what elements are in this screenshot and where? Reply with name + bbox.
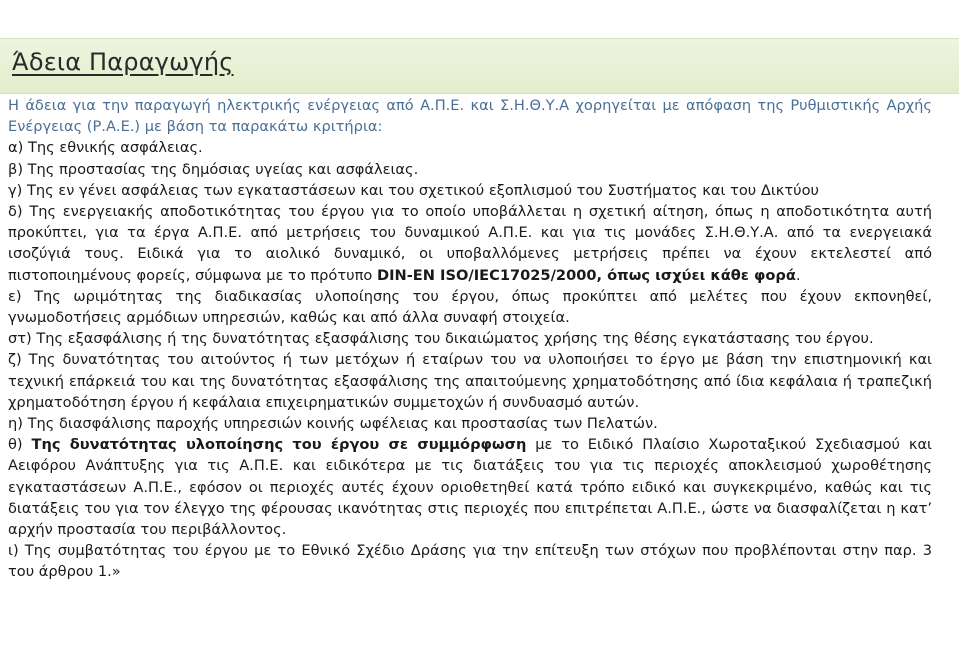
criterion-c: γ) Της εν γένει ασφάλειας των εγκαταστάσεων και του σχετικού εξοπλισμού του Συστήματος και του Δικτύου: [8, 181, 819, 199]
page-title-text: Άδεια Παραγωγής: [12, 48, 234, 76]
intro-paragraph: Η άδεια για την παραγωγή ηλεκτρικής ενέργειας από Α.Π.Ε. και Σ.Η.Θ.Υ.Α χορηγείται με απόφαση της Ρυθμιστικής Αρχής Ενέργειας (Ρ.Α.Ε.) με βάση τα παρακάτω κριτήρια:: [8, 97, 932, 136]
criterion-th-bold: Της δυνατότητας υλοποίησης του έργου σε συμμόρφωση: [31, 436, 527, 454]
criterion-d-standard: DIN-EN ISO/IEC17025/2000, όπως ισχύει κάθε φορά: [376, 266, 796, 284]
criterion-e: ε) Της ωριμότητας της διαδικασίας υλοποίησης του έργου, όπως προκύπτει από μελέτες που έχουν εκπονηθεί, γνωμοδοτήσεις αρμόδιων υπηρεσιών, καθώς και από άλλα συναφή στοιχεία.: [8, 287, 932, 327]
criterion-d-text: δ) Της ενεργειακής αποδοτικότητας του έργου για το οποίο υποβάλλεται η σχετική αίτηση, όπως η αποδοτικότητα αυτή προκύπτει, για τα έργα Α.Π.Ε. από μετρήσεις του δυναμικού Α.Π.Ε. και για τις μονάδες Σ.Η.Θ.Υ.Α. από τα ενεργειακά ισοζύγιά τους. Ειδικά για το αιολικό δυναμικό, οι υποβαλλόμενες μετρήσεις πρέπει να έχουν εκτελεστεί από πιστοποιημένους φορείς, σύμφωνα με το πρότυπο: [8, 203, 932, 284]
criterion-th-text: με το Ειδικό Πλαίσιο Χωροταξικού Σχεδιασμού και Αειφόρου Ανάπτυξης για τις Α.Π.Ε. και ειδικότερα με τις διατάξεις του για τις περιοχές αποκλεισμού χωροθέτησης εγκαταστάσεων Α.Π.Ε., εφόσον οι περιοχές αυτές έχουν οριοθετηθεί κατά τρόπο ειδικό και συγκεκριμένο, καθώς και τις διατάξεις του για τον έλεγχο της φέρουσας ικανότητας στις περιοχές που επιτρέπεται Α.Π.Ε., ώστε να διασφαλίζεται η κατ’ αρχήν προστασία του περιβάλλοντος.: [8, 436, 932, 539]
criterion-d: [8, 201, 932, 286]
criterion-th: [8, 434, 932, 540]
content-body: [8, 95, 932, 583]
criterion-a: α) Της εθνικής ασφάλειας.: [8, 139, 203, 157]
criterion-st: στ) Της εξασφάλισης ή της δυνατότητας εξασφάλισης του δικαιώματος χρήσης της θέσης εγκατάστασης του έργου.: [8, 330, 874, 348]
criterion-d-end: .: [795, 266, 801, 284]
criterion-th-prefix: θ): [8, 436, 32, 454]
page-title: [12, 48, 234, 76]
criterion-iota: ι) Της συμβατότητας του έργου με το Εθνικό Σχέδιο Δράσης για την επίτευξη των στόχων που προβλέπονται στην παρ. 3 του άρθρου 1.»: [8, 542, 932, 581]
criterion-b: β) Της προστασίας της δημόσιας υγείας και ασφάλειας.: [8, 160, 419, 178]
criterion-z: ζ) Της δυνατότητας του αιτούντος ή των μετόχων ή εταίρων του να υλοποιήσει το έργο με βάση την επιστημονική και τεχνική επάρκειά του και της δυνατότητας εξασφάλισης της απαιτούμενης χρηματοδότησης από ίδια κεφάλαια ή τραπεζική χρηματοδότηση έργου ή κεφάλαια επιχειρηματικών συμμετοχών ή συνδυασμό αυτών.: [8, 351, 932, 411]
criterion-i: η) Της διασφάλισης παροχής υπηρεσιών κοινής ωφέλειας και προστασίας των Πελατών.: [8, 415, 658, 433]
